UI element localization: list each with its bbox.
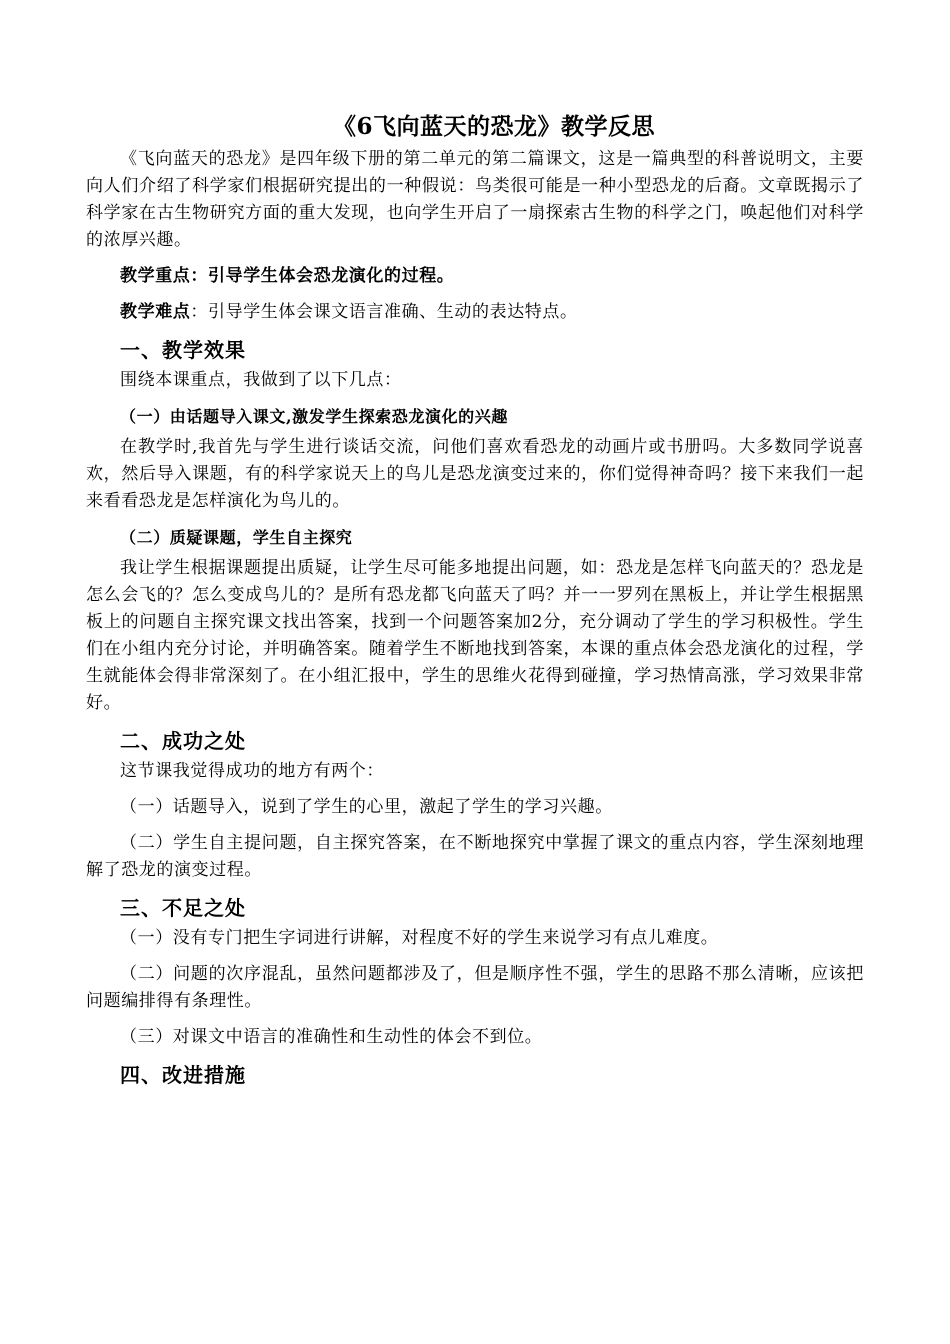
section2-lead: 这节课我觉得成功的地方有两个： [120,761,384,781]
section3-heading: 三、不足之处 [120,896,246,920]
section4-heading: 四、改进措施 [120,1063,246,1087]
document-page [86,110,864,1092]
section1-subheading-2: （二）质疑课题，学生自主探究 [120,528,353,547]
section1-paragraph-2: 我让学生根据课题提出质疑，让学生尽可能多地提出问题，如：恐龙是怎样飞向蓝天的？恐龙是怎么会飞的？怎么变成鸟儿的？是所有恐龙都飞向蓝天了吗？并一一罗列在黑板上，并让学生根据黑板上的问题自主探究课文找出答案，找到一个问题答案加2分，充分调动了学生的学习积极性。学生们在小组内充分讨论，并明确答案。随着学生不断地找到答案，本课的重点体会恐龙演化的过程，学生就能体会得非常深刻了。在小组汇报中，学生的思维火花得到碰撞，学习热情高涨，学习效果非常好。 [86,558,864,713]
difficulty-text: ：引导学生体会课文语言准确、生动的表达特点。 [190,302,578,322]
section3-item-1: （一）没有专门把生字词进行讲解，对程度不好的学生来说学习有点儿难度。 [120,928,719,948]
document-title: 《6飞向蓝天的恐龙》教学反思 [332,113,655,140]
intro-paragraph: 《飞向蓝天的恐龙》是四年级下册的第二单元的第二篇课文，这是一篇典型的科普说明文，主要向人们介绍了科学家们根据研究提出的一种假说：鸟类很可能是一种小型恐龙的后裔。文章既揭示了科学家在古生物研究方面的重大发现，也向学生开启了一扇探索古生物的科学之门，唤起他们对科学的浓厚兴趣。 [86,149,864,250]
difficulty-line [86,299,864,326]
section1-lead: 围绕本课重点，我做到了以下几点： [120,370,402,390]
section1-paragraph-1: 在教学时,我首先与学生进行谈话交流，问他们喜欢看恐龙的动画片或书册吗。大多数同学说喜欢，然后导入课题，有的科学家说天上的鸟儿是恐龙演变过来的，你们觉得神奇吗？接下来我们一起来看看恐龙是怎样演化为鸟儿的。 [86,437,864,511]
section1-subheading-1: （一）由话题导入课文,激发学生探索恐龙演化的兴趣 [120,407,508,426]
section2-item-1: （一）话题导入，说到了学生的心里，激起了学生的学习兴趣。 [120,797,613,817]
section2-item-2: （二）学生自主提问题，自主探究答案，在不断地探究中掌握了课文的重点内容，学生深刻地理解了恐龙的演变过程。 [86,833,864,880]
difficulty-label: 教学难点 [120,302,191,322]
section1-heading: 一、教学效果 [120,338,246,362]
section2-heading: 二、成功之处 [120,729,246,753]
key-point: 教学重点：引导学生体会恐龙演化的过程。 [120,266,455,286]
section3-item-2: （二）问题的次序混乱，虽然问题都涉及了，但是顺序性不强，学生的思路不那么清晰，应该把问题编排得有条理性。 [86,964,864,1011]
section3-item-3: （三）对课文中语言的准确性和生动性的体会不到位。 [120,1027,543,1047]
